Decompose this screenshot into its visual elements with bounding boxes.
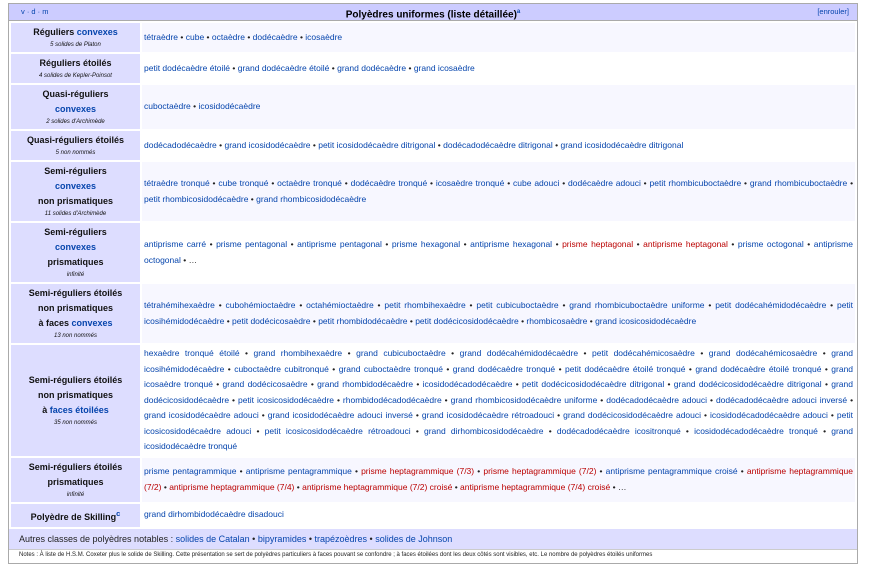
- navbox: [8, 3, 858, 564]
- polyhedron-link[interactable]: dodécadodécaèdre adouci: [606, 394, 708, 405]
- bullet-separator: •: [694, 348, 709, 358]
- polyhedron-link[interactable]: petit dodécicosidodécaèdre ditrigonal: [522, 379, 665, 389]
- bullet-separator: •: [206, 239, 217, 249]
- polyhedron-link[interactable]: grand dodécicosaèdre: [222, 379, 308, 389]
- bullet-separator: •: [587, 315, 596, 326]
- bullet-separator: •: [178, 31, 186, 42]
- navbox-title: [9, 4, 857, 23]
- bullet-separator: •: [817, 425, 832, 436]
- row-group-label: [11, 458, 140, 502]
- group-label-link[interactable]: convexes: [71, 318, 113, 328]
- polyhedron-link[interactable]: grand icosidodécaèdre: [224, 139, 311, 150]
- polyhedron-link[interactable]: cube tronqué: [218, 178, 269, 188]
- polyhedron-link[interactable]: prisme octogonal: [737, 239, 804, 249]
- bullet-separator: •: [249, 533, 258, 544]
- bullet-separator: •: [597, 394, 607, 405]
- polyhedron-link[interactable]: antiprisme carré: [144, 239, 207, 249]
- bullet-separator: •: [251, 425, 265, 436]
- bullet-separator: •: [214, 300, 226, 310]
- polyhedron-link[interactable]: grand dodécahémidodécaèdre: [459, 348, 579, 358]
- bullet-separator: •: [209, 178, 219, 188]
- polyhedron-link[interactable]: grand dodécicosidodécaèdre adouci: [563, 410, 702, 420]
- polyhedron-link[interactable]: antiprisme pentagonal: [297, 239, 382, 249]
- group-count: 2 solides d'Archimède: [46, 119, 105, 125]
- group-label-part: non prismatiques: [37, 303, 113, 313]
- polyhedron-link[interactable]: grand cubicuboctaèdre: [356, 348, 446, 358]
- polyhedron-link[interactable]: petit rhombicosidodécaèdre: [144, 193, 249, 204]
- polyhedron-link[interactable]: cube: [185, 31, 205, 42]
- row-item-list: [142, 131, 855, 160]
- group-label-part[interactable]: convexes: [54, 104, 97, 114]
- row-item-list: [142, 458, 855, 502]
- bullet-separator: •: [727, 239, 738, 249]
- polyhedron-link[interactable]: dodécadodécaèdre ditrigonal: [443, 139, 553, 150]
- polyhedron-link[interactable]: antiprisme octogonal: [144, 239, 853, 265]
- bullet-separator: •: [329, 62, 338, 73]
- bullet-separator: •: [373, 300, 385, 310]
- polyhedron-link[interactable]: grand dodécaèdre tronqué: [452, 363, 556, 374]
- bullet-separator: •: [543, 425, 557, 436]
- bullet-separator: •: [258, 410, 268, 420]
- row-item-list: [142, 23, 855, 52]
- bullet-separator: •: [640, 178, 650, 188]
- bullet-separator: •: [334, 394, 343, 405]
- polyhedron-link[interactable]: grand icosihémidodécaèdre: [144, 348, 853, 374]
- polyhedron-link[interactable]: petit rhombihexaèdre: [384, 300, 466, 310]
- bullet-separator: •: [427, 178, 436, 188]
- bullet-separator: •: [701, 410, 711, 420]
- footer-label: Autres classes de polyèdres notables :: [19, 533, 176, 544]
- row-item-list: [142, 162, 855, 221]
- polyhedron-link[interactable]: petit dodécicosaèdre: [232, 315, 311, 326]
- row-group-label: [11, 284, 140, 343]
- footer-link[interactable]: solides de Catalan: [175, 533, 250, 544]
- polyhedron-link[interactable]: cubohémioctaèdre: [225, 300, 296, 310]
- polyhedron-link[interactable]: antiprisme heptagrammique (7/2) croisé: [302, 481, 453, 492]
- polyhedron-link[interactable]: grand icosidodécaèdre adouci: [144, 410, 259, 420]
- bullet-separator: •: [381, 239, 392, 249]
- polyhedron-link[interactable]: grand icosaèdre tronqué: [144, 363, 854, 389]
- collapse-toggle[interactable]: [enrouler]: [817, 7, 849, 16]
- polyhedron-link[interactable]: dodécaèdre adouci: [568, 178, 641, 188]
- navbox-footer: [9, 529, 857, 549]
- bullet-separator: •: [474, 466, 484, 476]
- group-label-part: Semi-réguliers: [44, 227, 107, 237]
- polyhedron-link[interactable]: antiprisme pentagrammique croisé: [605, 466, 738, 476]
- bullet-separator: •: [230, 62, 238, 73]
- group-label-part: Quasi-réguliers étoilés: [26, 135, 125, 145]
- polyhedron-link[interactable]: petit dodécaèdre étoilé tronqué: [565, 363, 686, 374]
- group-count: 5 non nommés: [55, 150, 96, 156]
- navbox-row: [11, 85, 855, 129]
- polyhedron-link[interactable]: icosidodécadodécaèdre: [422, 379, 513, 389]
- group-count: 5 solides de Platon: [50, 42, 101, 48]
- navbox-row: [11, 345, 855, 456]
- bullet-separator: •: [442, 363, 453, 374]
- polyhedron-link[interactable]: prisme heptagrammique (7/2): [483, 466, 597, 476]
- bullet-separator: •: [554, 410, 564, 420]
- group-label-link[interactable]: faces étoilées: [49, 404, 109, 415]
- polyhedron-link[interactable]: dodécadodécaèdre icositronqué: [556, 425, 681, 436]
- polyhedron-link[interactable]: prisme heptagonal: [562, 239, 634, 249]
- bullet-separator: •: [212, 379, 223, 389]
- polyhedron-link[interactable]: grand dodécaèdre étoilé: [237, 62, 330, 73]
- bullet-separator: •: [445, 348, 460, 358]
- polyhedron-link[interactable]: grand icosidodécaèdre adouci inversé: [267, 410, 413, 420]
- bullet-separator: •: [704, 300, 716, 310]
- polyhedron-link[interactable]: petit cubicuboctaèdre: [476, 300, 559, 310]
- polyhedron-link[interactable]: grand rhombicosidodécaèdre uniforme: [450, 394, 598, 405]
- polyhedron-link[interactable]: prisme pentagrammique: [144, 466, 237, 476]
- bullet-separator: •: [558, 300, 570, 310]
- polyhedron-link[interactable]: dodécaèdre tronqué: [350, 178, 428, 188]
- polyhedron-link[interactable]: rhombicosaèdre: [526, 315, 588, 326]
- polyhedron-link[interactable]: grand dirhombidodécaèdre disadouci: [144, 509, 284, 520]
- bullet-separator: •: [685, 363, 696, 374]
- bullet-separator: •: [827, 410, 837, 420]
- bullet-separator: •: [512, 379, 522, 389]
- bullet-separator: •: [287, 239, 298, 249]
- polyhedron-link[interactable]: prisme hexagonal: [391, 239, 461, 249]
- row-item-list: [142, 223, 855, 282]
- polyhedron-link[interactable]: grand rhombicuboctaèdre uniforme: [569, 300, 705, 310]
- bullet-separator: •: [555, 363, 566, 374]
- group-label-part: Semi-réguliers: [44, 166, 107, 176]
- bullet-separator: •: [410, 425, 424, 436]
- row-group-label: [11, 131, 140, 160]
- polyhedron-link[interactable]: antiprisme heptagrammique (7/2): [144, 466, 854, 492]
- polyhedron-link[interactable]: antiprisme pentagrammique: [245, 466, 352, 476]
- polyhedron-link[interactable]: icosaèdre tronqué: [435, 178, 505, 188]
- row-item-list: [142, 345, 855, 456]
- polyhedron-link[interactable]: grand icosidodécaèdre rétroadouci: [421, 410, 555, 420]
- group-count: 11 solides d'Archimède: [44, 211, 107, 217]
- polyhedron-link[interactable]: grand dirhombicosidodécaèdre: [423, 425, 544, 436]
- navbox-table: [9, 21, 857, 529]
- bullet-separator: •: [821, 363, 832, 374]
- polyhedron-link[interactable]: cube adouci: [513, 178, 560, 188]
- bullet-separator: •: [504, 178, 514, 188]
- group-label-part[interactable]: convexes: [54, 242, 97, 252]
- polyhedron-link[interactable]: petit dodécahémidodécaèdre: [715, 300, 827, 310]
- bullet-separator: •: [190, 101, 199, 112]
- polyhedron-link[interactable]: tétrahémihexaèdre: [144, 300, 215, 310]
- polyhedron-link[interactable]: prisme pentagonal: [216, 239, 288, 249]
- row-group-label: [11, 345, 140, 456]
- bullet-separator: •: [216, 139, 225, 150]
- navbox-row: [11, 504, 855, 527]
- polyhedron-link[interactable]: rhombidodécadodécaèdre: [342, 394, 442, 405]
- polyhedron-link[interactable]: icosidodécaèdre: [198, 101, 261, 112]
- bullet-separator: •: [295, 300, 307, 310]
- bullet-separator: •: [465, 300, 477, 310]
- group-label-part: Semi-réguliers étoilés: [28, 461, 123, 472]
- bullet-separator: •: [518, 315, 527, 326]
- polyhedron-link[interactable]: petit dodécicosidodécaèdre: [415, 315, 519, 326]
- bullet-separator: •: [460, 239, 471, 249]
- row-item-list: [142, 85, 855, 129]
- polyhedron-link[interactable]: antiprisme heptagrammique (7/4): [169, 481, 295, 492]
- row-group-label: [11, 85, 140, 129]
- row-item-list: [142, 284, 855, 343]
- bullet-separator: •: [435, 139, 444, 150]
- group-label-part[interactable]: convexes: [54, 181, 97, 191]
- bullet-separator: •: [407, 315, 416, 326]
- polyhedron-link[interactable]: petit icosicosidodécaèdre rétroadouci: [264, 425, 411, 436]
- navbox-titlebar: [9, 4, 857, 21]
- polyhedron-link[interactable]: petit icosicosidodécaèdre adouci: [144, 410, 853, 436]
- row-group-label: [11, 223, 140, 282]
- bullet-separator: •: [351, 466, 362, 476]
- row-item-list: [142, 54, 855, 83]
- row-group-label: [11, 162, 140, 221]
- group-label-part: prismatiques: [47, 476, 104, 487]
- group-count: 35 non nommés: [53, 419, 98, 426]
- group-label-part: non prismatiques: [37, 389, 113, 400]
- polyhedron-link[interactable]: octaèdre tronqué: [277, 178, 342, 188]
- polyhedron-link[interactable]: tétraèdre: [144, 31, 179, 42]
- polyhedron-link[interactable]: grand dodécaèdre étoilé tronqué: [695, 363, 822, 374]
- bullet-separator: •: [847, 394, 854, 405]
- bullet-separator: •: [180, 254, 189, 265]
- polyhedron-link: …: [188, 254, 198, 265]
- bullet-separator: •: [297, 31, 306, 42]
- polyhedron-link[interactable]: hexaèdre tronqué étoilé: [144, 348, 240, 358]
- group-count: infinité: [66, 491, 85, 498]
- group-label-part[interactable]: convexes: [76, 27, 118, 37]
- bullet-separator: •: [826, 300, 837, 310]
- bullet-separator: •: [413, 379, 423, 389]
- bullet-separator: •: [310, 315, 319, 326]
- polyhedron-link[interactable]: petit icosihémidodécaèdre: [144, 300, 854, 326]
- view-discuss-modify-links[interactable]: v · d · m: [21, 7, 49, 16]
- bullet-separator: •: [412, 410, 422, 420]
- group-count: 4 solides de Kepler-Poinsot: [39, 73, 112, 79]
- polyhedron-link[interactable]: dodécaèdre: [252, 31, 298, 42]
- polyhedron-link[interactable]: antiprisme hexagonal: [470, 239, 553, 249]
- bullet-separator: •: [664, 379, 674, 389]
- bullet-separator: •: [707, 394, 716, 405]
- bullet-separator: •: [224, 363, 235, 374]
- navbox-title-text: Polyèdres uniformes (liste détaillée): [345, 9, 517, 21]
- bullet-separator: •: [342, 348, 357, 358]
- bullet-separator: •: [803, 239, 814, 249]
- bullet-separator: •: [741, 178, 750, 188]
- bullet-separator: •: [367, 533, 376, 544]
- bullet-separator: •: [552, 239, 563, 249]
- footer-link[interactable]: bipyramides: [257, 533, 307, 544]
- group-count: infinité: [66, 272, 85, 278]
- navbox-row: [11, 162, 855, 221]
- group-label-part: prismatiques: [47, 257, 104, 267]
- polyhedron-link[interactable]: cuboctaèdre cubitronqué: [234, 363, 329, 374]
- group-label-part: Réguliers étoilés: [39, 58, 112, 68]
- polyhedron-link[interactable]: icosidodécadodécaèdre tronqué: [694, 425, 818, 436]
- bullet-separator: •: [341, 178, 351, 188]
- polyhedron-link[interactable]: grand dodécaèdre: [337, 62, 407, 73]
- bullet-separator: •: [248, 193, 257, 204]
- bullet-separator: •: [224, 315, 233, 326]
- bullet-separator: •: [452, 481, 461, 492]
- polyhedron-link[interactable]: grand icosidodécaèdre ditrigonal: [560, 139, 684, 150]
- bullet-separator: •: [204, 31, 212, 42]
- bullet-separator: •: [244, 31, 253, 42]
- bullet-separator: •: [268, 178, 278, 188]
- polyhedron-link[interactable]: grand dodécahémicosaèdre: [708, 348, 818, 358]
- group-label-part: à faces: [38, 318, 72, 328]
- title-footnote[interactable]: a: [516, 9, 521, 15]
- footer-link[interactable]: trapézoèdres: [314, 533, 368, 544]
- group-label-part: Polyèdre de Skilling: [30, 511, 117, 522]
- polyhedron-link[interactable]: cuboctaèdre: [144, 101, 191, 112]
- bullet-separator: •: [406, 62, 414, 73]
- bullet-separator: •: [559, 178, 569, 188]
- bullet-separator: •: [847, 178, 854, 188]
- bullet-separator: •: [596, 466, 606, 476]
- polyhedron-link[interactable]: grand dodécicosidodécaèdre: [144, 379, 853, 405]
- footer-link[interactable]: solides de Johnson: [375, 533, 453, 544]
- row-group-label: [11, 23, 140, 52]
- polyhedron-link[interactable]: icosidodécadodécaèdre adouci: [710, 410, 828, 420]
- group-label-part: Semi-réguliers étoilés: [28, 288, 123, 298]
- bullet-separator: •: [552, 139, 561, 150]
- navbox-row: [11, 131, 855, 160]
- navbox-row: [11, 223, 855, 282]
- polyhedron-link[interactable]: prisme heptagrammique (7/3): [361, 466, 475, 476]
- bullet-separator: •: [578, 348, 593, 358]
- group-label-part: Quasi-réguliers: [42, 89, 109, 99]
- bullet-separator: •: [307, 379, 318, 389]
- polyhedron-link[interactable]: grand rhombicuboctaèdre: [749, 178, 848, 188]
- group-label-part: non prismatiques: [37, 196, 113, 206]
- bullet-separator: •: [161, 481, 170, 492]
- navbox-row: [11, 54, 855, 83]
- polyhedron-link[interactable]: petit icosicosidodécaèdre: [237, 394, 335, 405]
- bullet-separator: •: [229, 394, 238, 405]
- group-count: 13 non nommés: [53, 333, 98, 339]
- bullet-separator: •: [239, 348, 254, 358]
- bullet-separator: •: [294, 481, 303, 492]
- bullet-separator: •: [236, 466, 246, 476]
- navbox-row: [11, 23, 855, 52]
- group-label-part: Réguliers: [33, 27, 77, 37]
- polyhedron-link[interactable]: grand rhombicosidodécaèdre: [256, 193, 367, 204]
- bullet-separator: •: [328, 363, 339, 374]
- polyhedron-link[interactable]: petit icosidodécaèdre ditrigonal: [318, 139, 436, 150]
- polyhedron-link[interactable]: tétraèdre tronqué: [144, 178, 210, 188]
- footnote-text: Notes : À liste de H.S.M. Coxeter plus le solide de Skilling. Cette présentation se sert de polyèdres particuliers à faces pouvant se confondre ; à faces étoilées dont les deux côtés sont visibles, etc. Le nombre de polyèdres étoilés uniformes: [9, 549, 857, 563]
- bullet-separator: •: [737, 466, 747, 476]
- bullet-separator: •: [306, 533, 315, 544]
- polyhedron-link[interactable]: grand rhombidodécaèdre: [317, 379, 414, 389]
- group-label-part: à: [42, 404, 50, 415]
- polyhedron-link[interactable]: petit rhombidodécaèdre: [318, 315, 408, 326]
- navbox-row: [11, 284, 855, 343]
- polyhedron-link[interactable]: octahémioctaèdre: [306, 300, 374, 310]
- bullet-separator: •: [441, 394, 451, 405]
- polyhedron-link[interactable]: grand icosidodécaèdre tronqué: [144, 425, 853, 451]
- row-item-list: [142, 504, 855, 527]
- row-group-label: [11, 54, 140, 83]
- polyhedron-link[interactable]: dodécadodécaèdre: [144, 139, 217, 150]
- group-footnote[interactable]: c: [116, 508, 121, 518]
- polyhedron-link[interactable]: grand cuboctaèdre tronqué: [338, 363, 443, 374]
- row-group-label: [11, 504, 140, 527]
- polyhedron-link[interactable]: grand icosaèdre: [413, 62, 475, 73]
- polyhedron-link[interactable]: dodécadodécaèdre adouci inversé: [715, 394, 848, 405]
- polyhedron-link[interactable]: petit rhombicuboctaèdre: [649, 178, 742, 188]
- navbox-row: [11, 458, 855, 502]
- polyhedron-link[interactable]: octaèdre: [211, 31, 245, 42]
- polyhedron-link[interactable]: grand rhombihexaèdre: [253, 348, 343, 358]
- polyhedron-link[interactable]: grand dodécicosidodécaèdre ditrigonal: [673, 379, 822, 389]
- bullet-separator: •: [821, 379, 832, 389]
- polyhedron-link[interactable]: petit dodécaèdre étoilé: [144, 62, 231, 73]
- polyhedron-link[interactable]: antiprisme heptagonal: [643, 239, 728, 249]
- polyhedron-link[interactable]: petit dodécahémicosaèdre: [592, 348, 695, 358]
- polyhedron-link[interactable]: icosaèdre: [305, 31, 343, 42]
- group-label-part: Semi-réguliers étoilés: [28, 374, 123, 385]
- bullet-separator: •: [310, 139, 319, 150]
- polyhedron-link[interactable]: grand icosicosidodécaèdre: [595, 315, 697, 326]
- bullet-separator: •: [633, 239, 644, 249]
- bullet-separator: •: [817, 348, 832, 358]
- polyhedron-link: …: [617, 481, 627, 492]
- bullet-separator: •: [680, 425, 695, 436]
- polyhedron-link[interactable]: antiprisme heptagrammique (7/4) croisé: [460, 481, 611, 492]
- bullet-separator: •: [610, 481, 618, 492]
